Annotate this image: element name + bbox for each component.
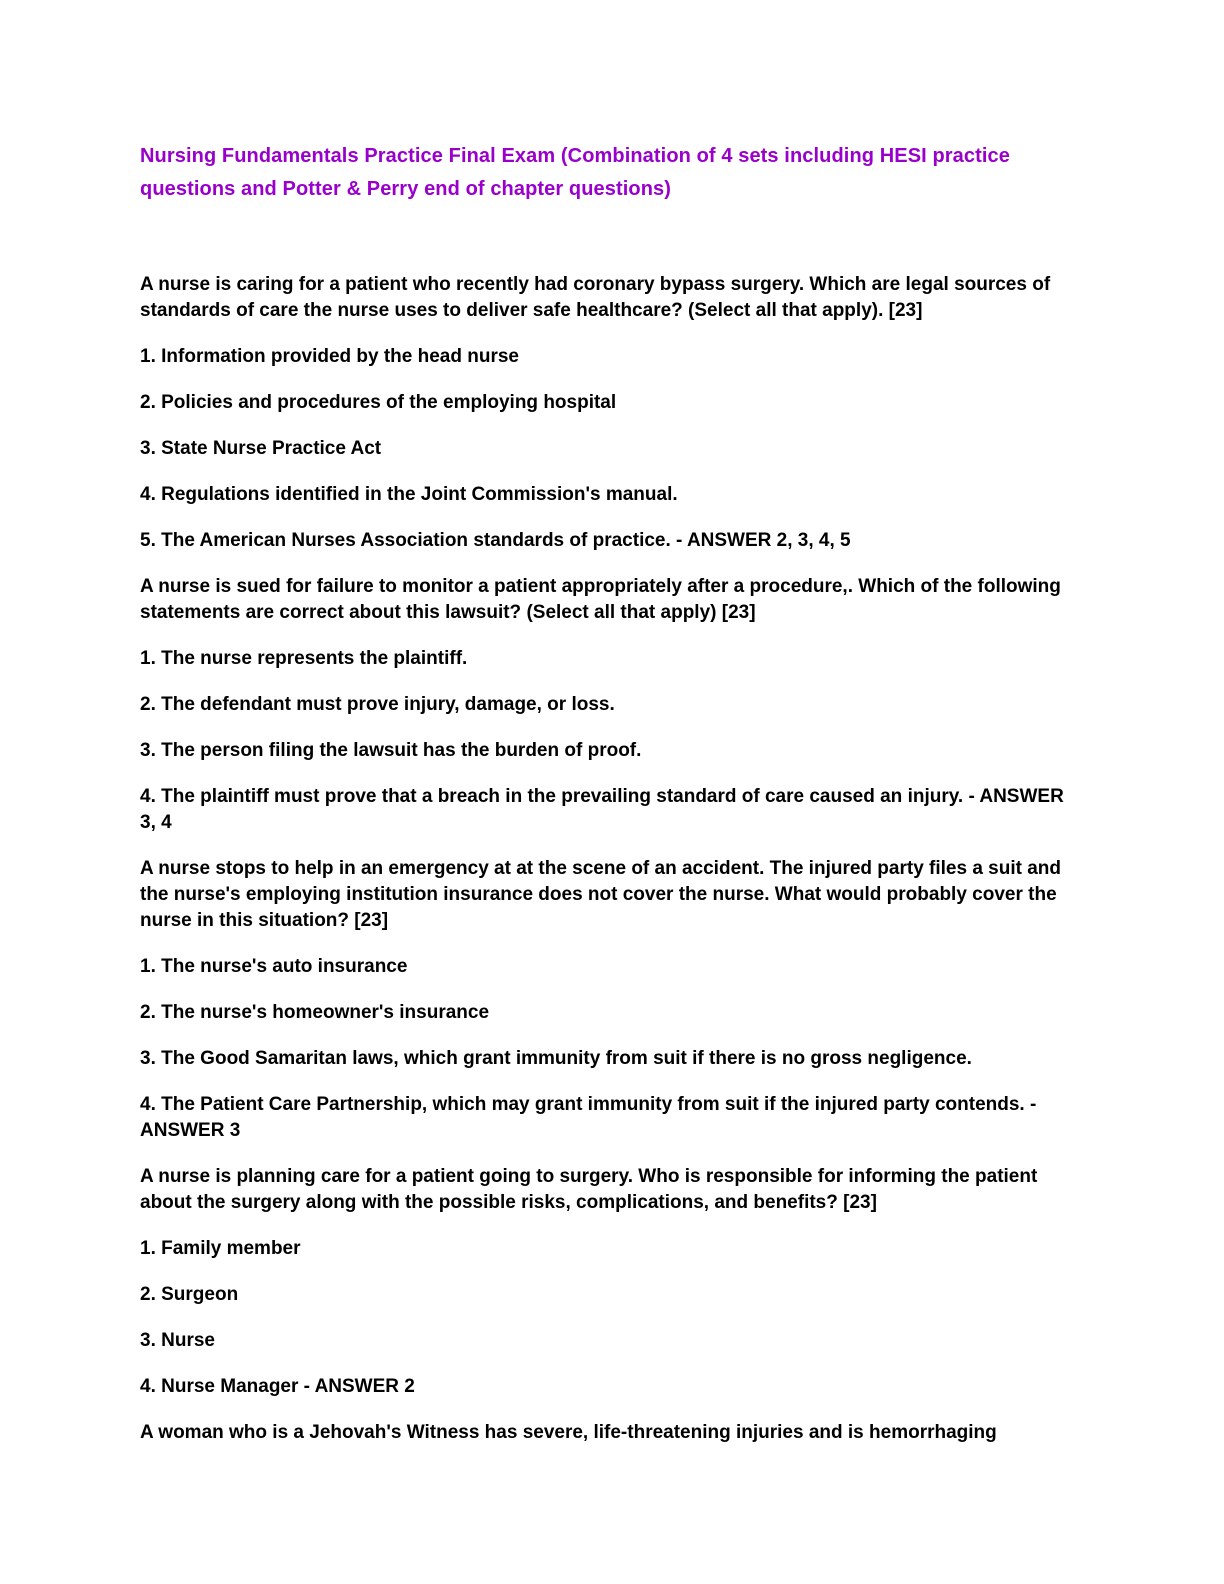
question-stem: A nurse is sued for failure to monitor a patient appropriately after a procedure,. Which of the following statements are correct about this lawsuit? (Select all that apply) [23] xyxy=(140,576,1061,623)
answer-option: 2. The nurse's homeowner's insurance xyxy=(140,1002,490,1023)
question-stem: A woman who is a Jehovah's Witness has severe, life-threatening injuries and is hemorrhaging xyxy=(140,1422,997,1443)
answer-option: 3. Nurse xyxy=(140,1330,215,1351)
document-title: Nursing Fundamentals Practice Final Exam (Combination of 4 sets including HESI practice questions and Potter & Perry end of chapter questions) xyxy=(140,145,1010,200)
answer-option: 4. Nurse Manager - ANSWER 2 xyxy=(140,1376,415,1397)
question-block xyxy=(140,1420,1080,1446)
answer-option: 1. Information provided by the head nurse xyxy=(140,346,519,367)
question-stem: A nurse is caring for a patient who recently had coronary bypass surgery. Which are legal sources of standards of care the nurse uses to deliver safe healthcare? (Select all that apply). [23] xyxy=(140,274,1051,321)
question-block xyxy=(140,574,1080,836)
question-stem: A nurse stops to help in an emergency at at the scene of an accident. The injured party files a suit and the nurse's employing institution insurance does not cover the nurse. What would probably cover the nurse in this situation? [23] xyxy=(140,858,1062,931)
answer-option: 1. The nurse's auto insurance xyxy=(140,956,408,977)
question-stem: A nurse is planning care for a patient going to surgery. Who is responsible for informing the patient about the surgery along with the possible risks, complications, and benefits? [23] xyxy=(140,1166,1038,1213)
answer-option: 1. Family member xyxy=(140,1238,301,1259)
answer-option: 5. The American Nurses Association standards of practice. - ANSWER 2, 3, 4, 5 xyxy=(140,530,851,551)
answer-option: 3. The person filing the lawsuit has the burden of proof. xyxy=(140,740,642,761)
question-block xyxy=(140,1164,1080,1400)
answer-option: 4. Regulations identified in the Joint Commission's manual. xyxy=(140,484,678,505)
answer-option: 4. The plaintiff must prove that a breach in the prevailing standard of care caused an injury. - ANSWER 3, 4 xyxy=(140,786,1064,833)
question-list xyxy=(140,272,1080,1446)
document-page xyxy=(140,140,1080,1466)
answer-option: 3. State Nurse Practice Act xyxy=(140,438,382,459)
question-block xyxy=(140,272,1080,554)
answer-option: 2. The defendant must prove injury, damage, or loss. xyxy=(140,694,615,715)
answer-option: 4. The Patient Care Partnership, which may grant immunity from suit if the injured party contends. - ANSWER 3 xyxy=(140,1094,1037,1141)
question-block xyxy=(140,856,1080,1144)
answer-option: 3. The Good Samaritan laws, which grant immunity from suit if there is no gross negligence. xyxy=(140,1048,972,1069)
answer-option: 1. The nurse represents the plaintiff. xyxy=(140,648,468,669)
answer-option: 2. Surgeon xyxy=(140,1284,239,1305)
answer-option: 2. Policies and procedures of the employing hospital xyxy=(140,392,617,413)
